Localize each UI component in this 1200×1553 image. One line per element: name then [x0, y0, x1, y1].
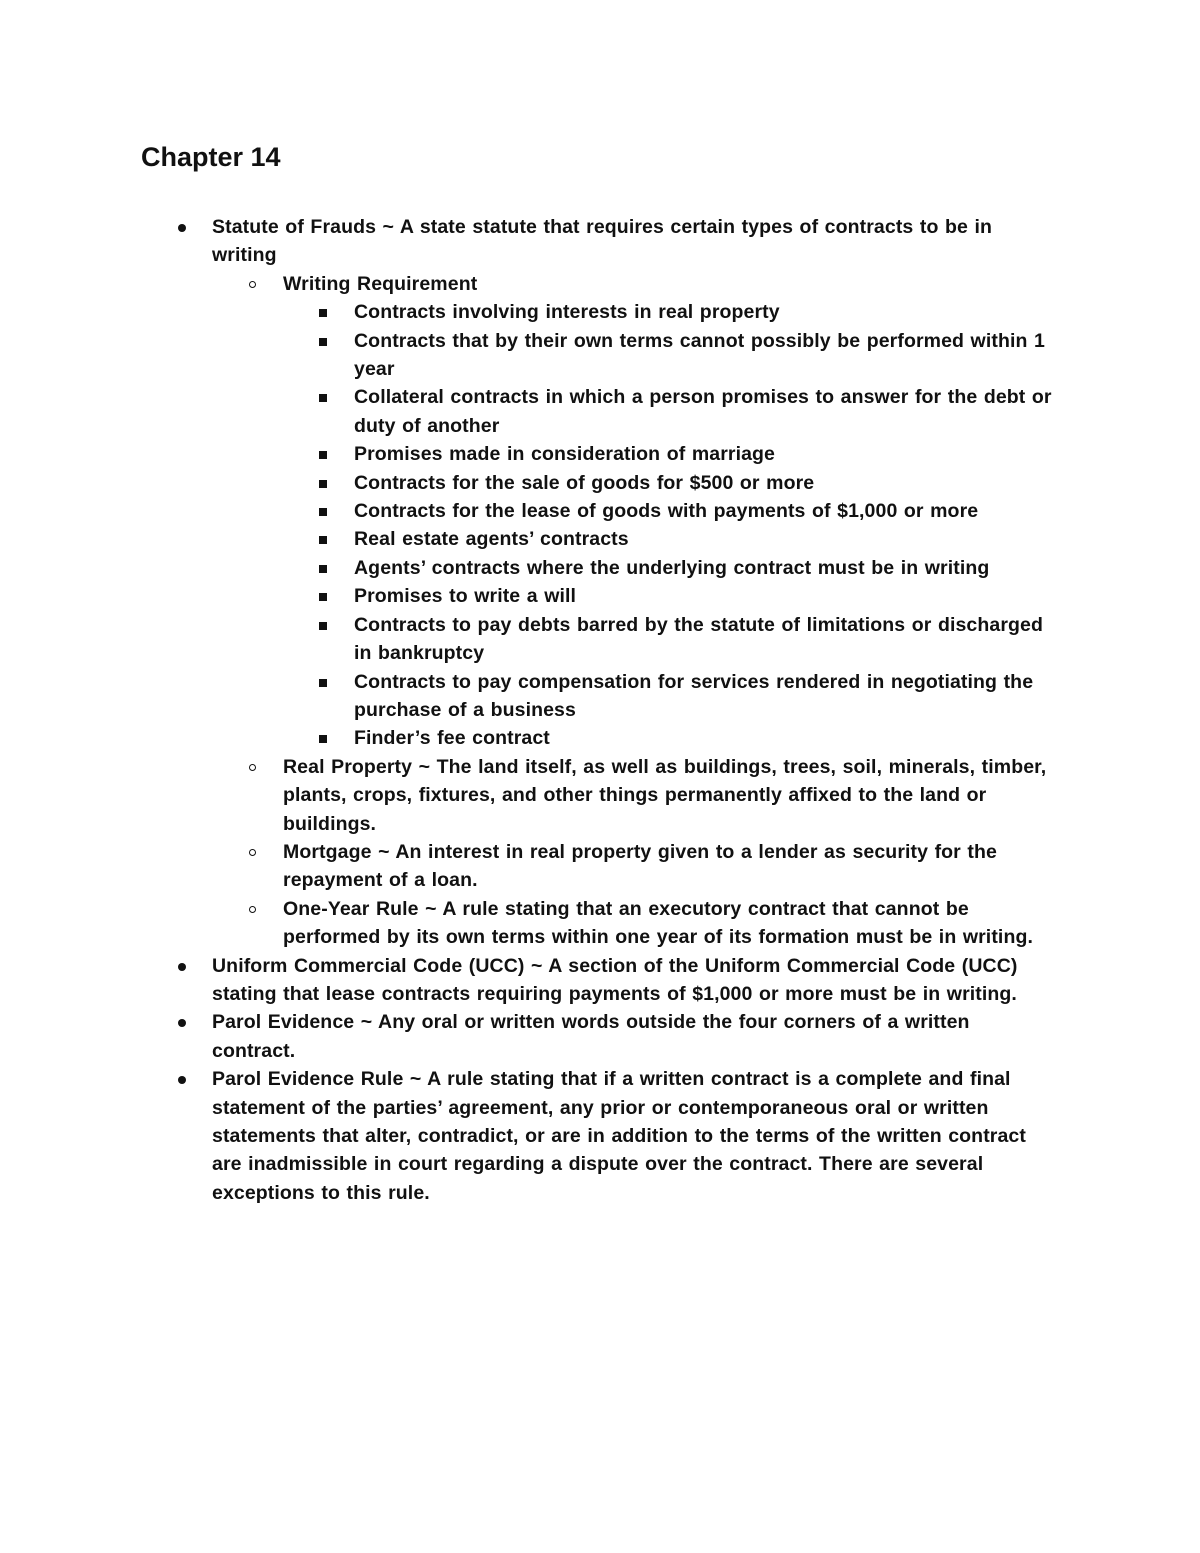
list-item [318, 298, 1056, 326]
list-item-text: Parol Evidence ~ Any oral or written words outside the four corners of a written contract. [212, 1011, 970, 1062]
list-item-text: Contracts that by their own terms cannot possibly be performed within 1 year [354, 329, 1045, 381]
outline-list [176, 213, 1056, 1207]
bullet-square-icon [318, 327, 338, 355]
list-item-text: Mortgage ~ An interest in real property given to a lender as security for the repayment of a loan. [283, 840, 997, 892]
bullet-square-icon [318, 582, 338, 610]
list-item-text: Writing Requirement [283, 272, 478, 295]
list-item-text: Statute of Frauds ~ A state statute that requires certain types of contracts to be in writing [212, 216, 993, 267]
bullet-dot-icon [176, 1008, 196, 1036]
list-item [318, 469, 1056, 497]
bullet-square-icon [318, 525, 338, 553]
sublist [318, 298, 1056, 753]
list-item [176, 952, 1056, 1009]
bullet-square-icon [318, 668, 338, 696]
list-item-text: Contracts to pay debts barred by the statute of limitations or discharged in bankruptcy [354, 613, 1043, 665]
bullet-square-icon [318, 440, 338, 468]
list-item [176, 213, 1056, 952]
list-item-text: Agents’ contracts where the underlying contract must be in writing [354, 556, 990, 579]
list-item-text: Promises to write a will [354, 585, 577, 608]
bullet-square-icon [318, 497, 338, 525]
list-item-text: Contracts for the lease of goods with payments of $1,000 or more [354, 500, 979, 523]
bullet-dot-icon [176, 213, 196, 241]
list-item [176, 1008, 1056, 1065]
page-title: Chapter 14 [141, 142, 281, 172]
list-item-text: Uniform Commercial Code (UCC) ~ A section of the Uniform Commercial Code (UCC) stating that lease contracts requiring payments of $1,000 or more must be in writing. [212, 954, 1018, 1005]
list-item [318, 611, 1056, 668]
list-item [318, 525, 1056, 553]
list-item [247, 753, 1056, 838]
list-item-text: Real Property ~ The land itself, as well as buildings, trees, soil, minerals, timber, plants, crops, fixtures, and other things permanently affixed to the land or buildings. [283, 755, 1047, 835]
bullet-dot-icon [176, 1065, 196, 1093]
list-item-text: Contracts to pay compensation for services rendered in negotiating the purchase of a business [354, 670, 1034, 721]
bullet-ring-icon [247, 838, 267, 866]
list-item-text: Collateral contracts in which a person promises to answer for the debt or duty of another [354, 386, 1052, 437]
list-item-text: One-Year Rule ~ A rule stating that an executory contract that cannot be performed by its own terms within one year of its formation must be in writing. [283, 897, 1033, 949]
list-item [318, 327, 1056, 384]
list-item-text: Promises made in consideration of marriage [354, 443, 775, 466]
list-item [318, 440, 1056, 468]
list-item [176, 1065, 1056, 1207]
bullet-square-icon [318, 611, 338, 639]
bullet-square-icon [318, 554, 338, 582]
bullet-square-icon [318, 469, 338, 497]
list-item [247, 838, 1056, 895]
list-item-text: Contracts involving interests in real property [354, 301, 780, 324]
bullet-dot-icon [176, 952, 196, 980]
list-item [247, 270, 1056, 753]
bullet-ring-icon [247, 753, 267, 781]
bullet-square-icon [318, 724, 338, 752]
list-item-text: Real estate agents’ contracts [354, 528, 629, 551]
list-item-text: Parol Evidence Rule ~ A rule stating that if a written contract is a complete and final statement of the parties’ agreement, any prior or contemporaneous oral or written statements that alter, contradict, or are in addition to the terms of the written contract are inadmissible in court regarding a dispute over the contract. There are several exceptions to this rule. [212, 1068, 1026, 1204]
list-item [318, 724, 1056, 752]
list-item-text: Finder’s fee contract [354, 727, 550, 750]
list-item [247, 895, 1056, 952]
bullet-square-icon [318, 383, 338, 411]
bullet-square-icon [318, 298, 338, 326]
list-item [318, 582, 1056, 610]
bullet-ring-icon [247, 270, 267, 298]
sublist [247, 270, 1056, 952]
list-item [318, 668, 1056, 725]
list-item [318, 497, 1056, 525]
list-item-text: Contracts for the sale of goods for $500 or more [354, 471, 815, 494]
list-item [318, 383, 1056, 440]
list-item [318, 554, 1056, 582]
bullet-ring-icon [247, 895, 267, 923]
